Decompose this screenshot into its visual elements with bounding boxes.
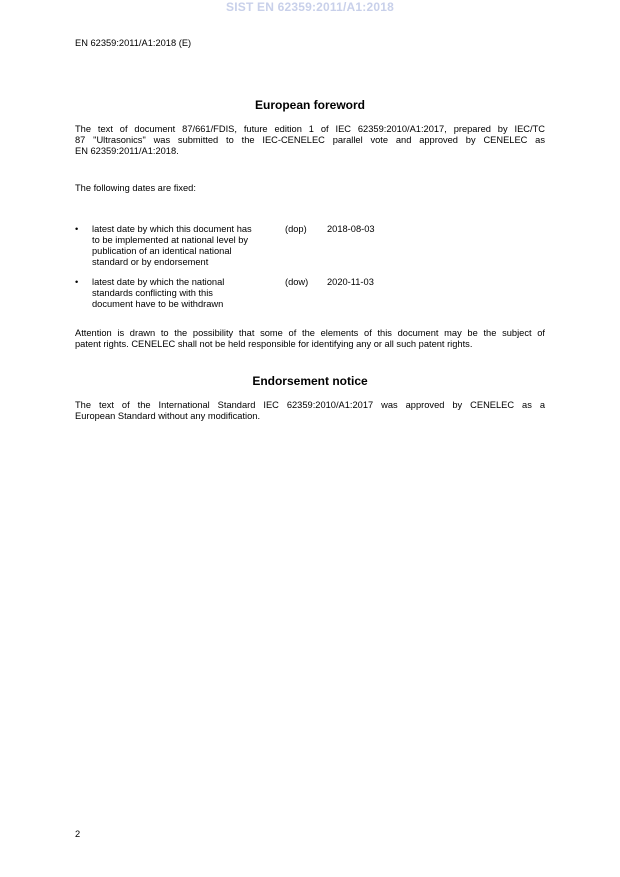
date-item-description bbox=[92, 277, 277, 310]
date-item-code: (dow) bbox=[285, 277, 309, 287]
text-line: European Standard without any modification. bbox=[75, 411, 261, 421]
foreword-heading: European foreword bbox=[254, 98, 365, 112]
date-item-date: 2020-11-03 bbox=[327, 277, 374, 287]
text-line: latest date by which the national bbox=[92, 277, 225, 287]
watermark: SIST EN 62359:2011/A1:2018 bbox=[226, 0, 394, 14]
date-item-dop bbox=[75, 224, 545, 268]
document-identifier: EN 62359:2011/A1:2018 (E) bbox=[75, 38, 192, 48]
text-line: document have to be withdrawn bbox=[92, 299, 224, 309]
endorsement-heading: Endorsement notice bbox=[252, 374, 368, 388]
patent-notice-paragraph bbox=[75, 328, 545, 350]
date-item-description bbox=[92, 224, 277, 268]
text-line: publication of an identical national bbox=[92, 246, 232, 256]
text-line: 87 "Ultrasonics" was submitted to the IEC-CENELEC parallel vote and approved by CENELEC as bbox=[75, 135, 545, 145]
bullet: • bbox=[75, 224, 79, 234]
dates-intro: The following dates are fixed: bbox=[75, 183, 196, 193]
text-line: standards conflicting with this bbox=[92, 288, 213, 298]
page-number: 2 bbox=[75, 829, 81, 839]
date-item-date: 2018-08-03 bbox=[327, 224, 375, 234]
text-line: The text of the International Standard IEC 62359:2010/A1:2017 was approved by CENELEC as a bbox=[75, 400, 545, 410]
text-line: The text of document 87/661/FDIS, future edition 1 of IEC 62359:2010/A1:2017, prepared by IEC/TC bbox=[75, 124, 545, 134]
date-item-code: (dop) bbox=[285, 224, 307, 234]
text-line: to be implemented at national level by bbox=[92, 235, 249, 245]
date-item-dow bbox=[75, 277, 545, 310]
text-line: EN 62359:2011/A1:2018. bbox=[75, 146, 179, 156]
text-line: Attention is drawn to the possibility that some of the elements of this document may be the subject of bbox=[75, 328, 545, 338]
text-line: latest date by which this document has bbox=[92, 224, 252, 234]
foreword-intro-paragraph bbox=[75, 124, 545, 157]
bullet: • bbox=[75, 277, 79, 287]
text-line: standard or by endorsement bbox=[92, 257, 209, 267]
text-line: patent rights. CENELEC shall not be held responsible for identifying any or all such patent rights. bbox=[75, 339, 473, 349]
endorsement-paragraph bbox=[75, 400, 545, 422]
